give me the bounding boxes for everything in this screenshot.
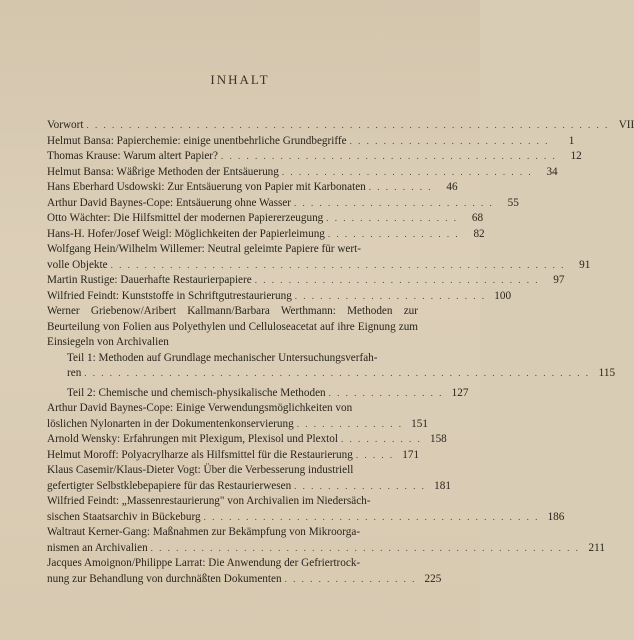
toc-entry-title: Teil 1: Methoden auf Grundlage mechanischer Untersuchungsverfah- xyxy=(67,351,378,364)
leader-dots: . . . . . . . . . . . . . . . . xyxy=(294,480,426,491)
page-heading: INHALT xyxy=(210,72,270,87)
toc-entry-title-cont: volle Objekte xyxy=(47,258,108,271)
leader-dots: . . . . . . . . . . . . . . . . . . . . . . . xyxy=(294,290,487,301)
leader-dots: . . . . . . . . . . . . . . . . xyxy=(284,573,417,584)
toc-entry-page: 1 xyxy=(568,134,575,147)
table-of-contents xyxy=(47,118,634,587)
leader-dots: . . . . . . . . . . . . . xyxy=(296,418,403,429)
toc-entry-title: Vorwort xyxy=(47,119,84,131)
toc-entry xyxy=(47,165,558,181)
leader-dots: . . . . . . . . . . . . . . . . xyxy=(326,213,459,223)
toc-entry xyxy=(47,134,575,150)
toc-entry-page: 171 xyxy=(402,448,420,461)
toc-entry-page: 34 xyxy=(546,165,558,178)
toc-entry-page: 181 xyxy=(434,479,451,492)
toc-entry-page: 115 xyxy=(598,367,616,379)
toc-entry-title: Helmut Bansa: Wäßrige Methoden der Entsäuerung xyxy=(47,165,279,178)
toc-entry-title: Werner Griebenow/Aribert Kallmann/Barbara Werthmann: Methoden zur Beurteilung von Folien aus Polyethylen und Celluloseacetat auf ihre Eignung zum Einsiegeln von Archivalien xyxy=(47,305,418,348)
toc-entry xyxy=(47,118,634,134)
toc-entry xyxy=(47,463,451,494)
toc-entry xyxy=(47,289,512,305)
toc-entry xyxy=(47,556,442,587)
leader-dots: . . . . . . . . xyxy=(368,182,433,192)
toc-entry-title: Helmut Bansa: Papierchemie: einige unentbehrliche Grundbegriffe xyxy=(47,134,347,147)
leader-dots: . . . . . . . . . . . . . . xyxy=(328,387,444,398)
leader-dots: . . . . . . . . . . . . . . . . . . . . . . . . . . . . . . . . . . xyxy=(254,275,540,285)
toc-entry-page: 82 xyxy=(473,227,485,240)
toc-entry xyxy=(47,494,565,525)
toc-entry-title: Wilfried Feindt: Kunststoffe in Schriftgutrestaurierung xyxy=(47,289,292,302)
toc-entry-page: 91 xyxy=(579,258,591,271)
leader-dots: . . . . . . . . . . xyxy=(341,434,422,444)
toc-entry-page: 46 xyxy=(446,181,458,193)
leader-dots: . . . . . . . . . . . . . . . . xyxy=(327,228,460,239)
toc-subentry xyxy=(47,386,469,402)
leader-dots: . . . . . xyxy=(355,449,395,460)
toc-entry xyxy=(47,196,519,212)
toc-entry-page: 12 xyxy=(570,150,582,162)
toc-entry-title-cont: löslichen Nylonarten in der Dokumentenkonservierung xyxy=(47,417,294,430)
toc-subentry xyxy=(47,351,616,382)
toc-entry-page: 127 xyxy=(451,386,469,399)
toc-entry-page: 55 xyxy=(507,196,519,209)
toc-entry-title: Klaus Casemir/Klaus-Dieter Vogt: Über die Verbesserung industriell xyxy=(47,464,354,476)
toc-entry-title: Waltraut Kerner-Gang: Maßnahmen zur Bekämpfung von Mikroorga- xyxy=(47,526,361,538)
toc-entry-title-cont: nismen an Archivalien xyxy=(47,541,148,554)
toc-entry-title-cont: nung zur Behandlung von durchnäßten Dokumenten xyxy=(47,572,282,585)
toc-entry xyxy=(47,227,485,243)
toc-entry xyxy=(47,525,605,556)
leader-dots: . . . . . . . . . . . . . . . . . . . . . . . . xyxy=(294,197,494,208)
toc-entry xyxy=(47,448,418,464)
toc-entry-title: Wilfried Feindt: „Massenrestaurierung" von Archivalien im Niedersäch- xyxy=(47,495,371,507)
toc-entry-title: Thomas Krause: Warum altert Papier? xyxy=(47,150,218,162)
toc-entry-title: Helmut Moroff: Polyacrylharze als Hilfsmittel für die Restaurierung xyxy=(47,448,353,461)
toc-entry-title: Otto Wächter: Die Hilfsmittel der modernen Papiererzeugung xyxy=(47,212,324,224)
toc-entry-page: 97 xyxy=(553,274,565,286)
toc-entry-page: 151 xyxy=(411,417,428,430)
leader-dots: . . . . . . . . . . . . . . . . . . . . . . . . . . . . . . xyxy=(281,166,533,177)
toc-entry-page: 211 xyxy=(588,541,605,554)
toc-entry xyxy=(47,432,447,448)
toc-entry-title: Arthur David Baynes-Cope: Entsäuerung ohne Wasser xyxy=(47,196,292,209)
toc-entry xyxy=(47,149,582,165)
toc-entry-page: 68 xyxy=(471,212,484,224)
toc-entry-title: Arnold Wensky: Erfahrungen mit Plexigum, Plexisol und Plextol xyxy=(47,433,338,445)
toc-entry-title-cont: sischen Staatsarchiv in Bückeburg xyxy=(47,510,201,523)
toc-entry-page: VII xyxy=(618,119,634,131)
toc-entry-page: 186 xyxy=(547,510,565,523)
leader-dots: . . . . . . . . . . . . . . . . . . . . . . . . . . . . . . . . . . . . . . . . xyxy=(203,511,540,522)
toc-entry-title: Hans Eberhard Usdowski: Zur Entsäuerung von Papier mit Karbonaten xyxy=(47,181,366,193)
toc-entry-title: Arthur David Baynes-Cope: Einige Verwendungsmöglichkeiten von xyxy=(47,402,353,414)
toc-entry-page: 158 xyxy=(429,433,447,445)
leader-dots: . . . . . . . . . . . . . . . . . . . . . . . . . . . . . . . . . . . . . . . . . . . . . . . . . . . xyxy=(150,542,580,553)
toc-entry-page: 100 xyxy=(494,289,512,302)
toc-entry-page: 225 xyxy=(424,572,442,585)
toc-entry-title: Hans-H. Hofer/Josef Weigl: Möglichkeiten der Papierleimung xyxy=(47,227,325,240)
toc-entry-title: Martin Rustige: Dauerhafte Restaurierpapiere xyxy=(47,274,252,286)
leader-dots: . . . . . . . . . . . . . . . . . . . . . . . . xyxy=(349,135,550,146)
toc-entry-title: Wolfgang Hein/Wilhelm Willemer: Neutral geleimte Papiere für wert- xyxy=(47,243,361,255)
leader-dots: . . . . . . . . . . . . . . . . . . . . . . . . . . . . . . . . . . . . . . . . . . . . . . . . . . . . . . . . . . . . . . xyxy=(86,120,610,130)
toc-entry-title: Teil 2: Chemische und chemisch-physikalische Methoden xyxy=(67,386,326,399)
toc-entry-title: Jacques Amoignon/Philippe Larrat: Die Anwendung der Gefriertrock- xyxy=(47,557,361,569)
leader-dots: . . . . . . . . . . . . . . . . . . . . . . . . . . . . . . . . . . . . . . . . xyxy=(221,151,557,161)
toc-entry xyxy=(47,242,591,273)
toc-entry xyxy=(47,211,484,227)
toc-entry-title-cont: ren xyxy=(67,367,82,379)
leader-dots: . . . . . . . . . . . . . . . . . . . . . . . . . . . . . . . . . . . . . . . . . . . . . . . . . . . . . . . . . . . . xyxy=(84,368,591,378)
toc-entry xyxy=(47,401,428,432)
leader-dots: . . . . . . . . . . . . . . . . . . . . . . . . . . . . . . . . . . . . . . . . . . . . . . . . . . . . . . xyxy=(110,259,566,270)
toc-entry xyxy=(47,273,565,289)
toc-entry xyxy=(47,180,458,196)
toc-entry xyxy=(47,304,418,351)
toc-entry-title-cont: gefertigter Selbstklebepapiere für das Restaurierwesen xyxy=(47,479,292,492)
